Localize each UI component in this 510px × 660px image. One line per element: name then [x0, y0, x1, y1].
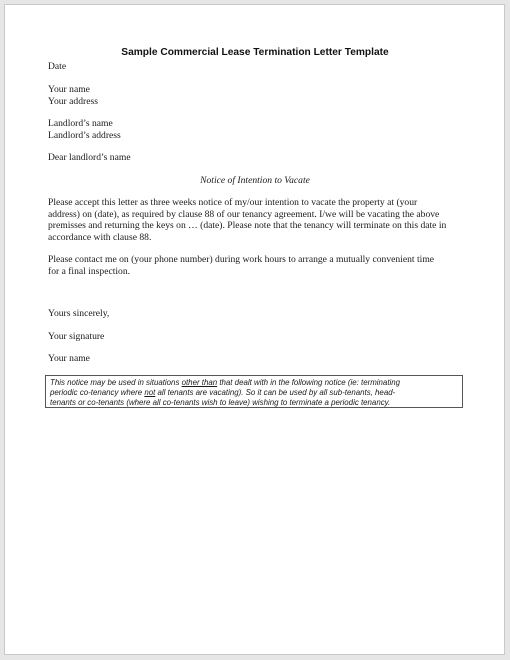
note-emphasis: not: [144, 388, 156, 397]
date-line: Date: [48, 61, 67, 72]
note-text: all tenants are vacating). So it can be used by all sub-tenants, head-: [155, 388, 396, 397]
recipient-name: Landlord’s name: [48, 118, 113, 129]
notice-heading: Notice of Intention to Vacate: [200, 175, 310, 186]
closing: Yours sincerely,: [48, 308, 110, 319]
sender-name: Your name: [48, 84, 90, 95]
signature-line: Your signature: [48, 331, 105, 342]
note-line: tenants or co-tenants (where all co-tenants wish to leave) wishing to terminate a periodic tenancy.: [50, 398, 391, 407]
note-text: periodic co-tenancy where: [50, 388, 145, 397]
note-line: [50, 388, 458, 398]
paragraph-line: for a final inspection.: [48, 265, 131, 277]
paragraph-line: premisses and returning the keys on … (date). Please note that the tenancy will terminate on this date in: [48, 220, 447, 232]
paragraph-line: Please contact me on (your phone number) during work hours to arrange a mutually convenient time: [48, 254, 435, 265]
paragraph-line: address) on (date), as required by clause 88 of our tenancy agreement. I/we will be vacating the above: [48, 208, 440, 220]
sender-address: Your address: [48, 95, 98, 107]
usage-note-box: [45, 375, 463, 408]
paragraph-line: Please accept this letter as three weeks notice of my/our intention to vacate the property at (your: [48, 197, 418, 208]
paragraph-line: accordance with clause 88.: [48, 231, 152, 243]
recipient-address: Landlord’s address: [48, 129, 121, 141]
document-title: Sample Commercial Lease Termination Letter Template: [121, 47, 389, 58]
signoff-name: Your name: [48, 353, 90, 364]
note-line: [50, 378, 458, 388]
note-text: that dealt with in the following notice (ie: terminating: [217, 378, 401, 387]
note-text: This notice may be used in situations: [50, 378, 182, 387]
salutation: Dear landlord’s name: [48, 152, 131, 163]
note-emphasis: other than: [181, 378, 218, 387]
